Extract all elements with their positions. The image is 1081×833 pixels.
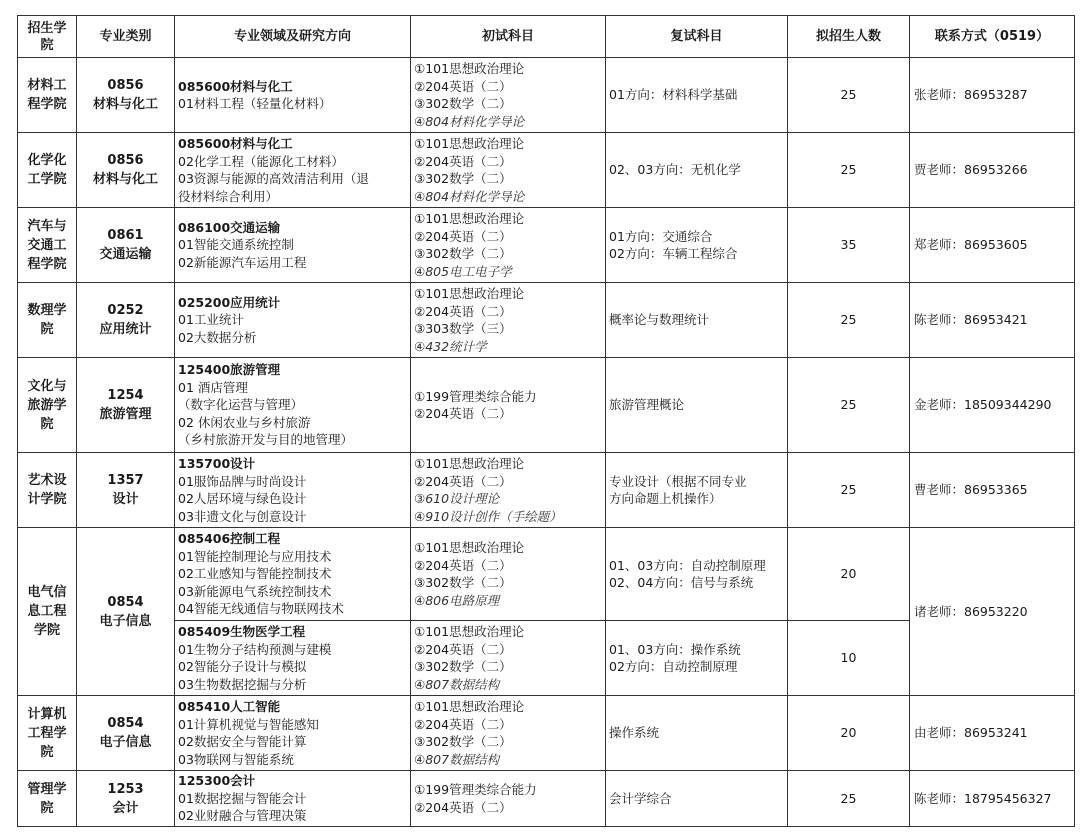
contact-cell: 陈老师：86953421 xyxy=(910,283,1075,358)
direction-item: 役材料综合利用） xyxy=(178,188,279,204)
category-code: 1254 xyxy=(107,388,144,403)
retest-cell xyxy=(606,453,788,528)
retest-cell xyxy=(606,771,788,827)
field-code: 025200应用统计 xyxy=(178,294,281,310)
direction-item: 04智能无线通信与物联网技术 xyxy=(178,601,344,617)
admissions-table-container xyxy=(17,15,1075,827)
direction-item: 02新能源汽车运用工程 xyxy=(178,254,307,270)
category-code: 1253 xyxy=(107,781,144,797)
exam-special: ④910设计创作（手绘题） xyxy=(414,508,562,524)
table-row xyxy=(18,453,1075,528)
school-line: 艺术设 xyxy=(27,473,67,488)
retest-item: 01方向：材料科学基础 xyxy=(609,87,738,103)
header-category: 专业类别 xyxy=(77,16,175,58)
exam-cell xyxy=(411,621,606,696)
contact-cell: 郑老师：86953605 xyxy=(910,208,1075,283)
school-line: 管理学 xyxy=(27,781,67,797)
category-cell xyxy=(77,58,175,133)
contact-cell: 张老师：86953287 xyxy=(910,58,1075,133)
exam-item: ③302数学（二） xyxy=(414,659,512,674)
table-row xyxy=(18,58,1075,133)
category-code: 1357 xyxy=(107,473,144,488)
table-row xyxy=(18,283,1075,358)
header-contact: 联系方式（0519） xyxy=(910,16,1075,58)
exam-special: ④806电路原理 xyxy=(414,592,500,608)
field-cell xyxy=(175,621,411,696)
retest-item: 方向命题上机操作） xyxy=(609,491,722,506)
field-cell xyxy=(175,283,411,358)
exam-special: ④804材料化学导论 xyxy=(414,188,525,204)
category-cell xyxy=(77,283,175,358)
school-line: 院 xyxy=(40,322,54,337)
count-cell: 25 xyxy=(788,58,910,133)
direction-item: 01服饰品牌与时尚设计 xyxy=(178,473,307,489)
header-count: 拟招生人数 xyxy=(788,16,910,58)
school-line: 材料工 xyxy=(27,78,67,93)
direction-item: 02化学工程（能源化工材料） xyxy=(178,153,344,169)
retest-item: 01、03方向：操作系统 xyxy=(609,641,741,657)
school-line: 文化与 xyxy=(27,378,67,394)
exam-item: ①101思想政治理论 xyxy=(414,699,525,714)
field-code: 135700设计 xyxy=(178,456,256,471)
school-line: 计算机 xyxy=(27,706,67,722)
school-line: 息工程 xyxy=(27,604,67,619)
table-row xyxy=(18,528,1075,621)
school-line: 程学院 xyxy=(27,97,67,112)
exam-item: ①101思想政治理论 xyxy=(414,456,525,471)
direction-item: 01智能交通系统控制 xyxy=(178,237,294,253)
exam-item: ①101思想政治理论 xyxy=(414,61,525,76)
retest-item: 02、04方向：信号与系统 xyxy=(609,575,754,590)
direction-item: 02智能分子设计与模拟 xyxy=(178,659,307,674)
direction-item: 01 酒店管理 xyxy=(178,379,248,395)
direction-item: 01材料工程（轻量化材料） xyxy=(178,96,332,111)
direction-item: 02大数据分析 xyxy=(178,329,257,345)
field-code: 085410人工智能 xyxy=(178,699,281,714)
category-name: 电子信息 xyxy=(99,613,152,629)
school-line: 计学院 xyxy=(27,492,67,507)
field-cell xyxy=(175,133,411,208)
exam-item: ②204英语（二） xyxy=(414,641,512,657)
retest-item: 专业设计（根据不同专业 xyxy=(609,473,747,489)
exam-item: ②204英语（二） xyxy=(414,557,512,573)
school-line: 电气信 xyxy=(27,585,67,600)
table-row xyxy=(18,696,1075,771)
school-line: 程学院 xyxy=(27,256,67,272)
exam-cell xyxy=(411,133,606,208)
category-cell xyxy=(77,771,175,827)
count-cell: 10 xyxy=(788,621,910,696)
retest-cell xyxy=(606,133,788,208)
direction-item: （数字化运营与管理） xyxy=(178,397,304,413)
contact-cell: 贾老师：86953266 xyxy=(910,133,1075,208)
exam-cell xyxy=(411,208,606,283)
exam-cell xyxy=(411,453,606,528)
school-cell xyxy=(18,58,77,133)
direction-item: 02 休闲农业与乡村旅游 xyxy=(178,414,311,430)
retest-item: 概率论与数理统计 xyxy=(609,312,710,328)
table-row xyxy=(18,771,1075,827)
count-cell: 25 xyxy=(788,133,910,208)
category-name: 交通运输 xyxy=(99,247,152,262)
header-retest: 复试科目 xyxy=(606,16,788,58)
field-code: 085600材料与化工 xyxy=(178,78,293,94)
school-line: 院 xyxy=(40,416,54,432)
category-code: 0854 xyxy=(107,594,144,610)
category-code: 0856 xyxy=(107,78,144,93)
field-cell xyxy=(175,453,411,528)
contact-cell: 诸老师：86953220 xyxy=(910,528,1075,696)
category-cell xyxy=(77,358,175,453)
exam-item: ①199管理类综合能力 xyxy=(414,388,537,404)
direction-item: 02业财融合与管理决策 xyxy=(178,808,307,824)
contact-cell: 曹老师：86953365 xyxy=(910,453,1075,528)
field-cell xyxy=(175,771,411,827)
school-line: 数理学 xyxy=(27,303,67,318)
category-code: 0861 xyxy=(107,228,144,243)
retest-cell xyxy=(606,58,788,133)
retest-cell xyxy=(606,358,788,453)
school-line: 院 xyxy=(40,744,54,760)
exam-cell xyxy=(411,358,606,453)
field-code: 085600材料与化工 xyxy=(178,136,293,151)
direction-item: 02数据安全与智能计算 xyxy=(178,734,307,749)
exam-item: ①101思想政治理论 xyxy=(414,286,525,301)
field-cell xyxy=(175,528,411,621)
exam-item: ②204英语（二） xyxy=(414,228,512,244)
school-line: 交通工 xyxy=(27,237,67,253)
contact-cell: 金老师：18509344290 xyxy=(910,358,1075,453)
exam-item: ③303数学（三） xyxy=(414,321,512,336)
retest-cell xyxy=(606,528,788,621)
field-code: 125400旅游管理 xyxy=(178,362,281,378)
category-cell xyxy=(77,133,175,208)
direction-item: 03生物数据挖掘与分析 xyxy=(178,676,307,692)
exam-item: ①101思想政治理论 xyxy=(414,211,525,226)
category-cell xyxy=(77,696,175,771)
field-cell xyxy=(175,208,411,283)
direction-item: （乡村旅游开发与目的地管理） xyxy=(178,432,354,448)
exam-item: ③302数学（二） xyxy=(414,734,512,749)
exam-item: ①101思想政治理论 xyxy=(414,540,525,555)
exam-item: ③302数学（二） xyxy=(414,575,512,590)
exam-item: ②204英语（二） xyxy=(414,153,512,169)
retest-cell xyxy=(606,208,788,283)
header-row xyxy=(18,16,1075,58)
contact-cell: 由老师：86953241 xyxy=(910,696,1075,771)
category-name: 设计 xyxy=(112,492,139,507)
school-cell xyxy=(18,133,77,208)
exam-special: ④807数据结构 xyxy=(414,751,500,767)
field-code: 086100交通运输 xyxy=(178,219,281,235)
category-name: 电子信息 xyxy=(99,735,152,750)
direction-item: 02工业感知与智能控制技术 xyxy=(178,566,332,582)
direction-item: 03资源与能源的高效清洁利用（退 xyxy=(178,171,369,186)
exam-cell xyxy=(411,528,606,621)
retest-item: 02、03方向：无机化学 xyxy=(609,162,741,178)
retest-cell xyxy=(606,283,788,358)
school-line: 汽车与 xyxy=(27,218,67,234)
exam-cell xyxy=(411,283,606,358)
retest-item: 02方向：车辆工程综合 xyxy=(609,246,738,261)
count-cell: 20 xyxy=(788,528,910,621)
exam-cell xyxy=(411,696,606,771)
exam-special: ④805电工电子学 xyxy=(414,263,512,279)
field-code: 125300会计 xyxy=(178,773,256,789)
exam-special: ④807数据结构 xyxy=(414,676,500,692)
direction-item: 01计算机视觉与智能感知 xyxy=(178,716,319,732)
category-name: 旅游管理 xyxy=(99,407,152,422)
exam-item: ②204英语（二） xyxy=(414,406,512,421)
direction-item: 03非遗文化与创意设计 xyxy=(178,508,307,524)
category-cell xyxy=(77,208,175,283)
school-cell xyxy=(18,358,77,453)
header-school: 招生学院 xyxy=(18,16,77,58)
exam-item: ②204英语（二） xyxy=(414,716,512,732)
contact-cell: 陈老师：18795456327 xyxy=(910,771,1075,827)
school-line: 学院 xyxy=(33,623,60,638)
exam-special: ③610设计理论 xyxy=(414,491,500,506)
exam-cell xyxy=(411,771,606,827)
retest-cell xyxy=(606,696,788,771)
school-line: 工程学 xyxy=(27,725,67,741)
count-cell: 25 xyxy=(788,453,910,528)
retest-item: 02方向：自动控制原理 xyxy=(609,659,738,674)
school-cell xyxy=(18,771,77,827)
header-field: 专业领域及研究方向 xyxy=(175,16,411,58)
school-line: 旅游学 xyxy=(27,397,67,413)
category-name: 材料与化工 xyxy=(92,172,158,187)
category-name: 应用统计 xyxy=(99,322,152,337)
school-cell xyxy=(18,208,77,283)
field-cell xyxy=(175,58,411,133)
school-line: 院 xyxy=(40,800,54,816)
category-code: 0252 xyxy=(107,303,144,318)
exam-item: ①101思想政治理论 xyxy=(414,624,525,639)
category-cell xyxy=(77,453,175,528)
retest-item: 01、03方向：自动控制原理 xyxy=(609,557,766,573)
count-cell: 25 xyxy=(788,358,910,453)
table-row xyxy=(18,133,1075,208)
exam-item: ②204英语（二） xyxy=(414,473,512,489)
exam-item: ②204英语（二） xyxy=(414,799,512,815)
retest-item: 01方向：交通综合 xyxy=(609,228,713,244)
school-cell xyxy=(18,453,77,528)
retest-item: 旅游管理概论 xyxy=(609,397,685,413)
field-code: 085406控制工程 xyxy=(178,531,281,547)
exam-special: ④432统计学 xyxy=(414,338,487,354)
category-name: 材料与化工 xyxy=(92,97,158,112)
retest-cell xyxy=(606,621,788,696)
category-cell xyxy=(77,528,175,696)
count-cell: 25 xyxy=(788,283,910,358)
direction-item: 03新能源电气系统控制技术 xyxy=(178,583,332,599)
field-cell xyxy=(175,358,411,453)
direction-item: 01智能控制理论与应用技术 xyxy=(178,548,332,564)
exam-item: ③302数学（二） xyxy=(414,246,512,261)
school-cell xyxy=(18,696,77,771)
count-cell: 35 xyxy=(788,208,910,283)
school-line: 工学院 xyxy=(27,172,67,187)
count-cell: 25 xyxy=(788,771,910,827)
header-exam: 初试科目 xyxy=(411,16,606,58)
exam-item: ②204英语（二） xyxy=(414,78,512,94)
exam-item: ①199管理类综合能力 xyxy=(414,782,537,797)
admissions-table xyxy=(17,15,1075,827)
count-cell: 20 xyxy=(788,696,910,771)
exam-item: ③302数学（二） xyxy=(414,96,512,111)
exam-item: ②204英语（二） xyxy=(414,303,512,319)
exam-special: ④804材料化学导论 xyxy=(414,113,525,129)
field-code: 085409生物医学工程 xyxy=(178,624,306,639)
direction-item: 01生物分子结构预测与建模 xyxy=(178,641,332,657)
direction-item: 02人居环境与绿色设计 xyxy=(178,491,307,506)
field-cell xyxy=(175,696,411,771)
school-cell xyxy=(18,528,77,696)
direction-item: 01工业统计 xyxy=(178,312,244,328)
exam-item: ③302数学（二） xyxy=(414,171,512,186)
exam-cell xyxy=(411,58,606,133)
school-line: 化学化 xyxy=(27,153,67,168)
table-row xyxy=(18,208,1075,283)
table-row xyxy=(18,358,1075,453)
exam-item: ①101思想政治理论 xyxy=(414,136,525,151)
retest-item: 会计学综合 xyxy=(609,790,672,806)
direction-item: 01数据挖掘与智能会计 xyxy=(178,790,307,806)
retest-item: 操作系统 xyxy=(609,725,660,741)
category-code: 0854 xyxy=(107,716,144,731)
category-code: 0856 xyxy=(107,153,144,168)
direction-item: 03物联网与智能系统 xyxy=(178,751,294,767)
category-name: 会计 xyxy=(112,800,139,816)
school-cell xyxy=(18,283,77,358)
